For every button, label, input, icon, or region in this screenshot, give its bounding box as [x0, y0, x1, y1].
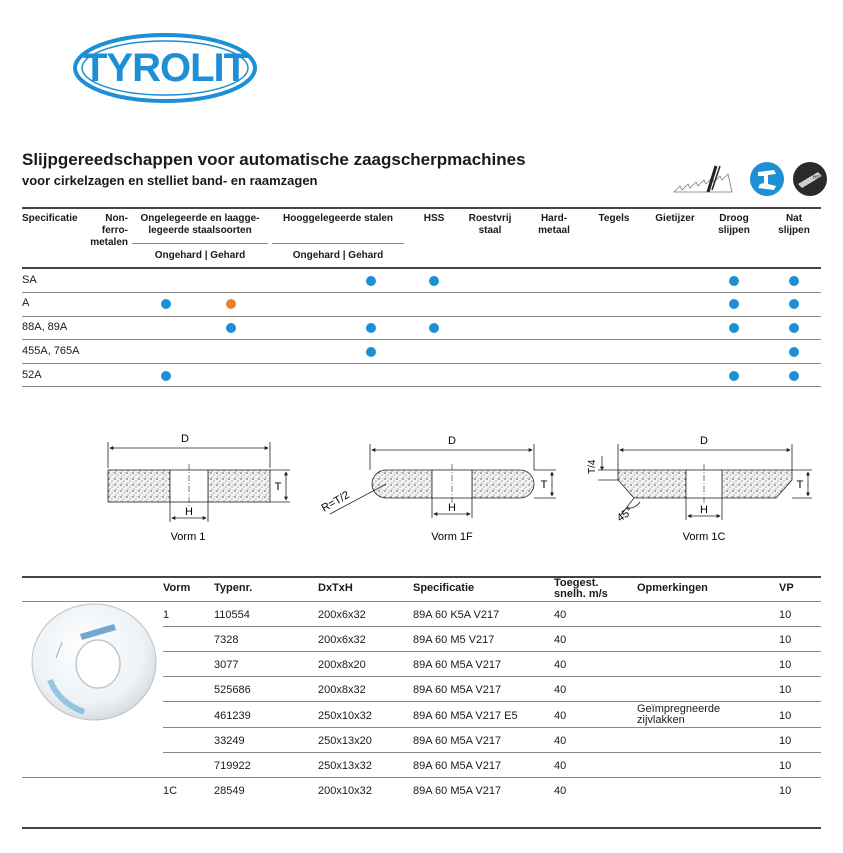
col-typenr: Typenr. [214, 582, 253, 594]
spec-dot [366, 276, 376, 286]
spec-dot [429, 276, 439, 286]
row-divider [163, 727, 821, 728]
svg-text:45°: 45° [614, 505, 636, 525]
col-ongelegeerd-sub: Ongehard | Gehard [154, 250, 246, 261]
row-divider [22, 339, 821, 340]
svg-text:H: H [185, 506, 193, 518]
col-specificatie: Specificatie [22, 213, 78, 224]
spec-dot [789, 347, 799, 357]
product-table-top-rule [22, 576, 821, 578]
row-divider [163, 626, 821, 627]
spec-dot [729, 299, 739, 309]
spec-dot-orange [226, 299, 236, 309]
svg-text:HSS: HSS [813, 175, 824, 181]
product-table-bottom-rule [22, 827, 821, 829]
col-ongelegeerd-rule [132, 243, 268, 244]
row-divider [163, 752, 821, 753]
col-opmerkingen: Opmerkingen [637, 582, 708, 594]
svg-text:T: T [540, 479, 548, 491]
svg-text:H: H [448, 502, 456, 514]
spec-dot [366, 347, 376, 357]
col-ongelegeerd: Ongelegeerde en laagge- legeerde staalsoorten [140, 213, 260, 236]
col-vp: VP [779, 582, 794, 594]
svg-text:H: H [700, 504, 708, 516]
svg-text:D: D [181, 433, 189, 445]
svg-text:D: D [700, 435, 708, 447]
vorm-1c-diagram [587, 435, 812, 543]
col-nat: Nat slijpen [778, 213, 810, 236]
col-hooggelegeerd: Hooggelegeerde stalen [282, 213, 394, 224]
vorm-1-diagram [108, 433, 290, 543]
row-divider [22, 316, 821, 317]
spec-dot [161, 371, 171, 381]
col-roestvrij: Roestvrij staal [468, 213, 512, 236]
svg-text:D: D [448, 435, 456, 447]
spec-dot [161, 299, 171, 309]
col-hooggelegeerd-sub: Ongehard | Gehard [292, 250, 384, 261]
col-tegels: Tegels [598, 213, 630, 224]
row-divider [22, 777, 821, 778]
col-specificatie: Specificatie [413, 582, 475, 594]
spec-dot [789, 323, 799, 333]
svg-text:T: T [796, 479, 804, 491]
page-title: Slijpgereedschappen voor automatische zaagscherpmachines [22, 150, 526, 169]
spec-dot [729, 371, 739, 381]
row-divider [163, 676, 821, 677]
svg-text:T: T [274, 481, 282, 493]
row-divider [22, 386, 821, 387]
svg-text:R=T/2: R=T/2 [319, 489, 352, 515]
spec-dot [429, 323, 439, 333]
spec-dot [226, 323, 236, 333]
spec-dot [789, 371, 799, 381]
col-nonferro: Non- ferro- metalen [90, 213, 128, 248]
col-droog: Droog slijpen [718, 213, 750, 236]
col-gietijzer: Gietijzer [655, 213, 695, 224]
tyrolit-logo [72, 33, 258, 103]
hss-tool-icon [793, 162, 827, 196]
row-divider [22, 363, 821, 364]
spec-row-label: 52A [22, 369, 42, 381]
col-hardmetaal: Hard- metaal [538, 213, 570, 236]
saw-blade-icon [674, 166, 732, 192]
spec-dot [789, 276, 799, 286]
application-icons [672, 160, 832, 200]
steel-profile-icon [750, 162, 784, 196]
spec-row-label: A [22, 297, 30, 309]
svg-text:Vorm 1: Vorm 1 [170, 531, 206, 543]
logo-text: TYROLIT [82, 46, 248, 90]
row-divider [22, 292, 821, 293]
spec-dot [729, 323, 739, 333]
col-toegest: Toegest. snelh. m/s [554, 577, 608, 600]
col-dxtxh: DxTxH [318, 582, 353, 594]
shape-diagrams [90, 430, 830, 550]
spec-dot [789, 299, 799, 309]
spec-table-top-rule [22, 207, 821, 209]
spec-dot [729, 276, 739, 286]
svg-text:Vorm 1C: Vorm 1C [682, 531, 726, 543]
spec-row-label: 88A, 89A [22, 321, 68, 333]
grinding-wheel-photo [28, 602, 158, 722]
col-hooggelegeerd-rule [272, 243, 404, 244]
col-vorm: Vorm [163, 582, 191, 594]
row-divider [163, 651, 821, 652]
row-divider [163, 701, 821, 702]
spec-row-label: SA [22, 274, 37, 286]
spec-table-header-rule [22, 267, 821, 269]
spec-row-label: 455A, 765A [22, 345, 80, 357]
spec-dot [366, 323, 376, 333]
page-subtitle: voor cirkelzagen en stelliet band- en raamzagen [22, 173, 318, 188]
svg-text:T/4: T/4 [587, 459, 598, 474]
col-hss: HSS [423, 213, 445, 224]
svg-text:Vorm 1F: Vorm 1F [431, 531, 473, 543]
vorm-1f-diagram [320, 435, 557, 543]
remarks-cell: Geïmpregneerde zijvlakken [637, 703, 721, 726]
